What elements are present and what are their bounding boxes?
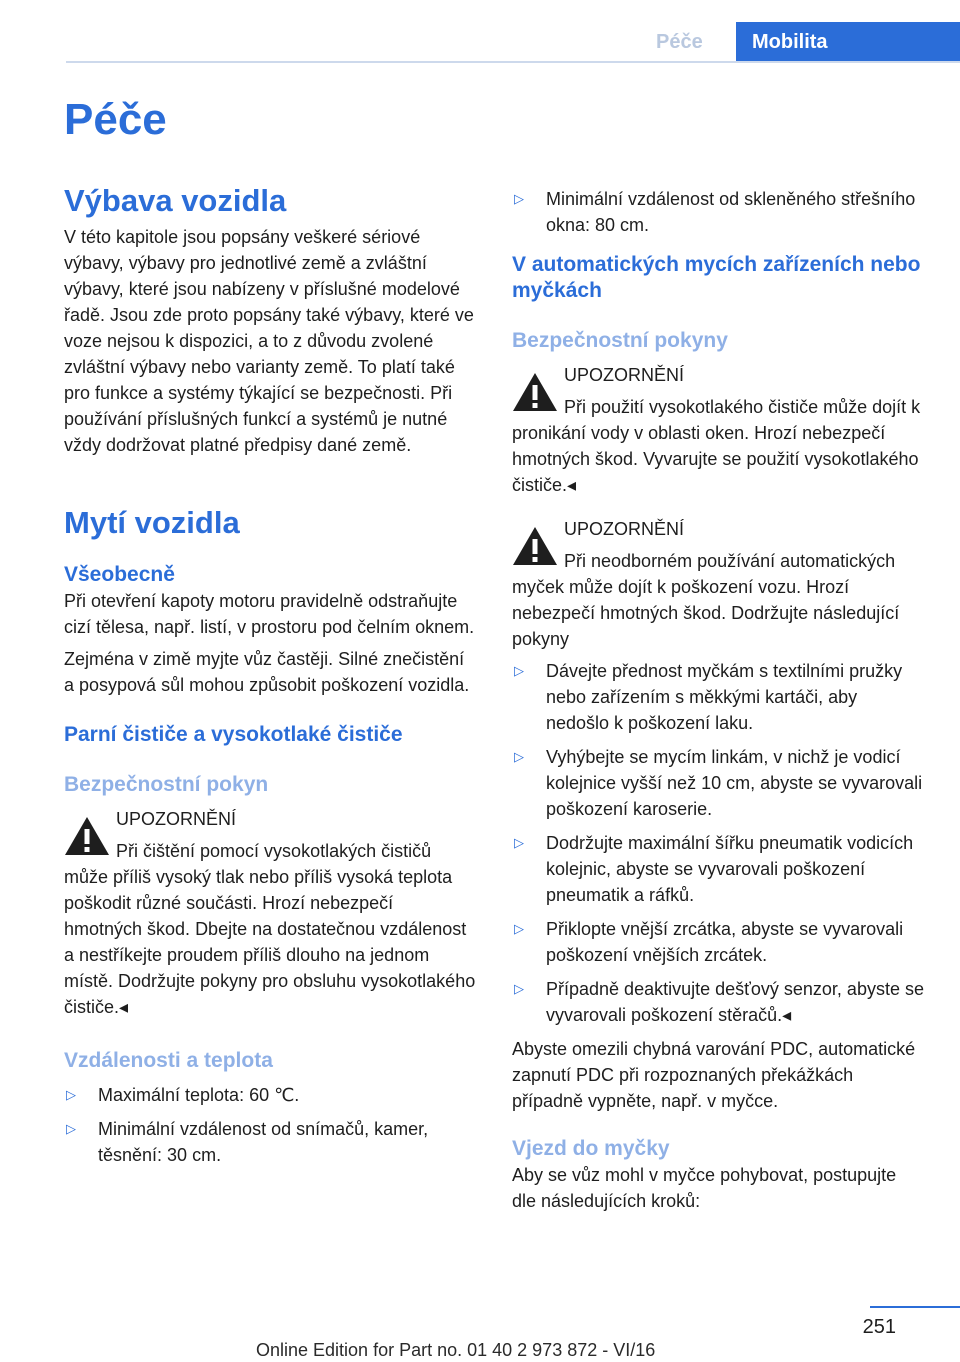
heading-parni: Parní čističe a vysokotlaké čističe (64, 723, 403, 746)
warning-box (64, 806, 476, 1020)
paragraph-vybava: V této kapitole jsou popsány veškeré sériové výbavy, výbavy pro jednotlivé země a zvláštní výbavy, které jsou nabízeny v příslušné modelové řadě. Jsou zde proto popsány také výbavy, které ve voze nejsou k dispozici, a to z důvodu zvolené zvláštní výbavy nebo varianty země. To platí také pro funkce a systémy týkající se bezpečnosti. Při používání příslušných funkcí a systémů je nutné vždy dodržovat platné předpisy dané země. (64, 227, 474, 455)
left-column (64, 180, 476, 1176)
list-vzdalenosti (64, 1082, 476, 1168)
triangle-right-icon: ▷ (514, 191, 524, 206)
footer-edition: Online Edition for Part no. 01 40 2 973 872 - VI/16 (256, 1340, 656, 1360)
list-item: ▷ Vyhýbejte se mycím linkám, v nichž je vodicí kolejnice vyšší než 10 cm, abyste se vyvarovali poškození karoserie. (512, 744, 924, 822)
triangle-right-icon: ▷ (66, 1087, 76, 1102)
footer-divider (870, 1306, 960, 1308)
warning-triangle-icon (64, 816, 110, 856)
paragraph-pdc: Abyste omezili chybná varování PDC, automatické zapnutí PDC při rozpoznaných překážkách případně vypněte, např. v myčce. (512, 1039, 916, 1111)
warning-box (512, 362, 924, 498)
heading-mycky: V automatických mycích zařízeních nebo myčkách (512, 253, 921, 302)
warning-text: Při neodborném používání automatických myček může dojít k poškození vozu. Hrozí nebezpečí hmotných škod. Dodržujte následující pokyny (512, 551, 900, 649)
warning-title: UPOZORNĚNÍ (564, 365, 685, 385)
tab-mobilita[interactable]: Mobilita (736, 22, 960, 62)
triangle-right-icon: ▷ (514, 981, 524, 996)
triangle-right-icon: ▷ (514, 921, 524, 936)
list-item: ▷ Dodržujte maximální šířku pneumatik vodicích kolejnic, abyste se vyvarovali poškození pneumatik a ráfků. (512, 830, 924, 908)
warning-title: UPOZORNĚNÍ (116, 809, 237, 829)
warning-triangle-icon (512, 526, 558, 566)
right-column (512, 180, 924, 1214)
heading-vseobecne: Všeobecně (64, 563, 175, 586)
triangle-right-icon: ▷ (514, 663, 524, 678)
paragraph-vseobecne-2: Zejména v zimě myjte vůz častěji. Silné znečistění a posypová sůl mohou způsobit poškození vozidla. (64, 649, 470, 695)
list-item: ▷ Přiklopte vnější zrcátka, abyste se vyvarovali poškození vnějších zrcátek. (512, 916, 924, 968)
list-item: ▷ Dávejte přednost myčkám s textilními pružky nebo zařízením s měkkými kartáči, aby nedošlo k poškození laku. (512, 658, 924, 736)
triangle-right-icon: ▷ (66, 1121, 76, 1136)
heading-myti: Mytí vozidla (64, 505, 240, 540)
list-item: ▷ Minimální vzdálenost od skleněného střešního okna: 80 cm. (512, 186, 924, 238)
header-divider (66, 61, 960, 63)
heading-bezpecnostni-pokyn: Bezpečnostní pokyn (64, 773, 269, 796)
list-mycky (512, 658, 924, 1028)
page-title: Péče (64, 95, 167, 144)
list-item: ▷ Případně deaktivujte dešťový senzor, abyste se vyvarovali poškození stěračů.◂ (512, 976, 924, 1028)
list-item: ▷ Minimální vzdálenost od snímačů, kamer, těsnění: 30 cm. (64, 1116, 476, 1168)
warning-title: UPOZORNĚNÍ (564, 519, 685, 539)
triangle-right-icon: ▷ (514, 835, 524, 850)
list-item: ▷ Maximální teplota: 60 ℃. (64, 1082, 476, 1108)
page-number: 251 (862, 1316, 896, 1338)
warning-triangle-icon (512, 372, 558, 412)
tab-pece[interactable]: Péče (656, 31, 703, 53)
heading-vzdalenosti: Vzdálenosti a teplota (64, 1049, 273, 1072)
triangle-right-icon: ▷ (514, 749, 524, 764)
header (66, 0, 960, 62)
paragraph-vjezd: Aby se vůz mohl v myčce pohybovat, postupujte dle následujících kroků: (512, 1165, 897, 1211)
warning-text: Při čištění pomocí vysokotlakých čističů může příliš vysoký tlak nebo příliš vysoká teplota poškodit různé součásti. Hrozí nebezpečí hmotných škod. Dbejte na dostatečnou vzdálenost a nestříkejte proudem příliš dlouho na jednom místě. Dodržujte pokyny pro obsluhu vysokotlakého čističe.◂ (64, 841, 476, 1017)
warning-box (512, 516, 924, 652)
heading-vjezd: Vjezd do myčky (512, 1137, 670, 1160)
warning-text: Při použití vysokotlakého čističe může dojít k pronikání vody v oblasti oken. Hrozí nebezpečí hmotných škod. Vyvarujte se použití vysokotlakého čističe.◂ (512, 397, 921, 495)
heading-vybava: Výbava vozidla (64, 183, 287, 218)
list-top (512, 186, 924, 238)
heading-bezpecnostni-pokyny: Bezpečnostní pokyny (512, 329, 728, 352)
paragraph-vseobecne-1: Při otevření kapoty motoru pravidelně odstraňujte cizí tělesa, např. listí, v prostoru pod čelním oknem. (64, 591, 475, 637)
